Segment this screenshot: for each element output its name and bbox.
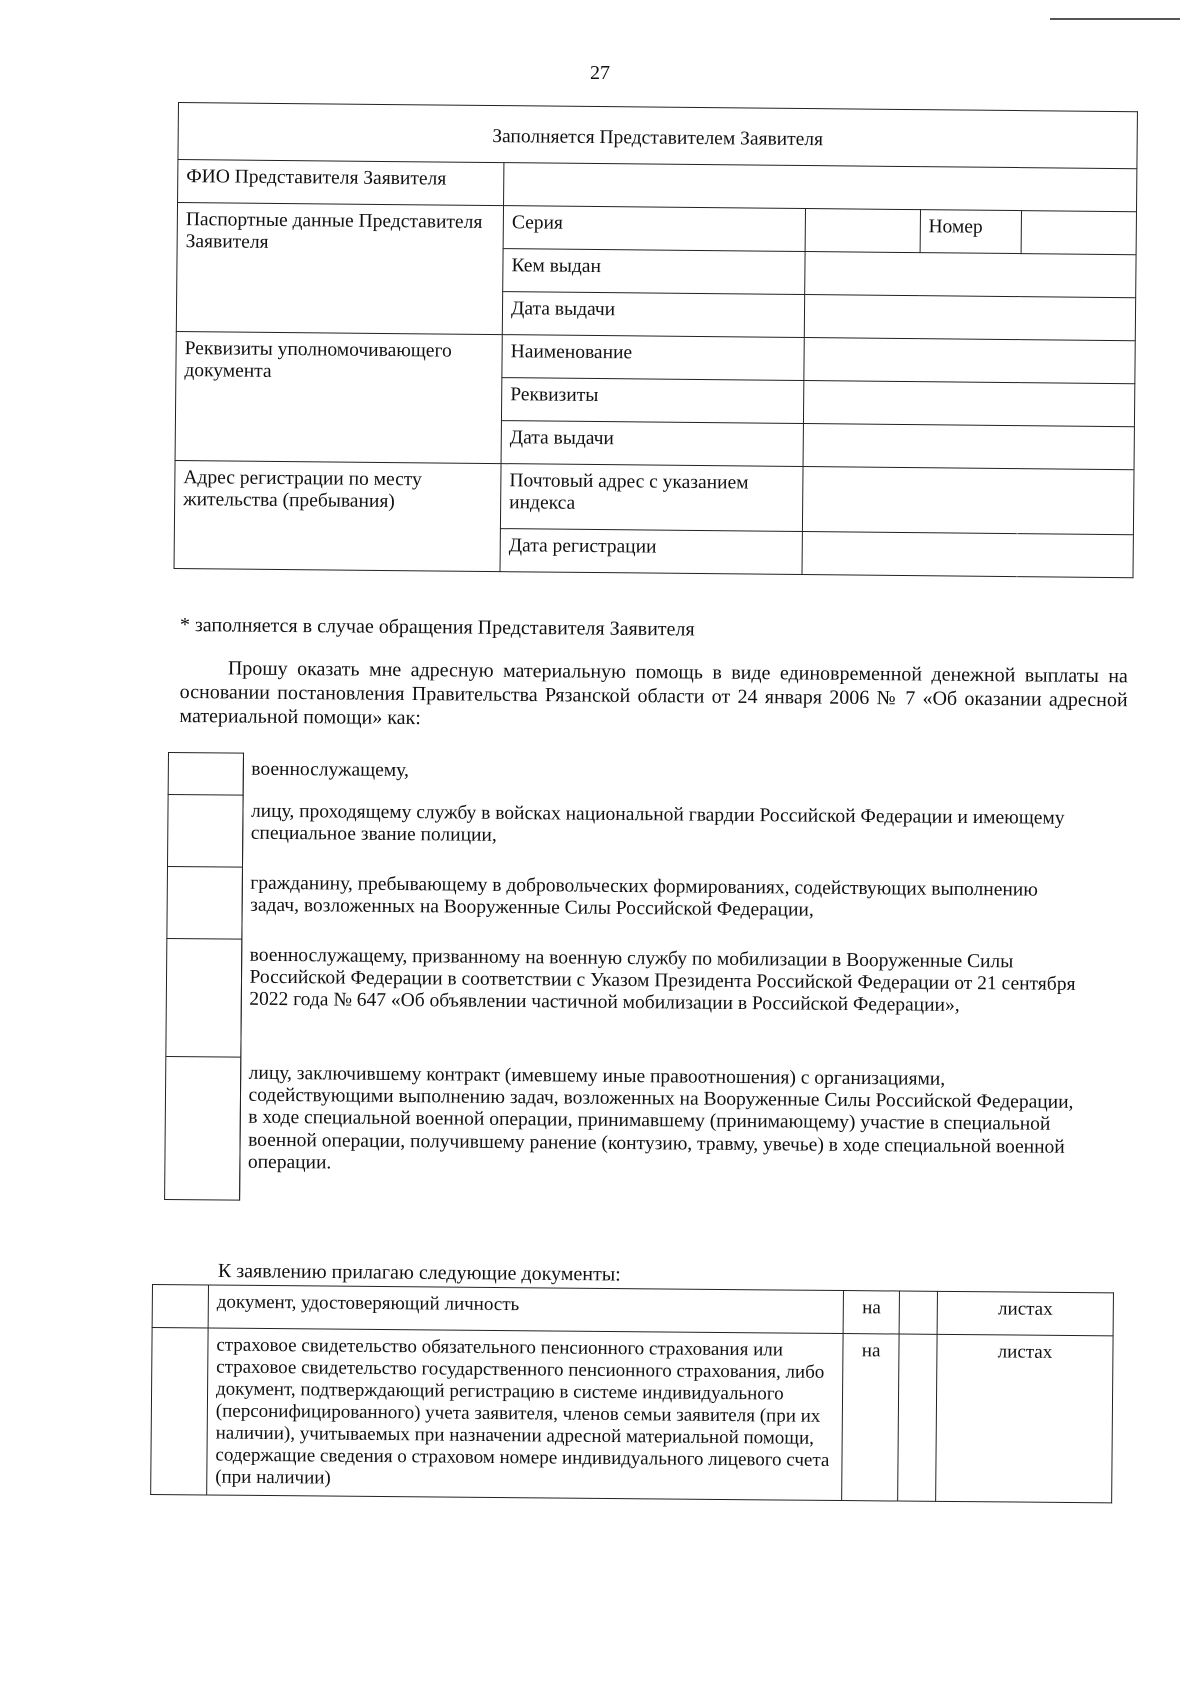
fio-label: ФИО Представителя Заявителя xyxy=(178,160,504,206)
attachment-name: страховое свидетельство обязательного пенсионного страхования или страховое свидетельство государственного пенсионного страхования, либо документ, подтверждающий регистрацию в системе индивидуального (персонифицированного) учета заявителя, членов семьи заявителя (при их наличии), учитываемых при назначении адресной материальной помощи, содержащие сведения о страховом номере индивидуального лицевого счета (при наличии) xyxy=(207,1328,844,1501)
doc-name-label: Наименование xyxy=(502,335,804,381)
category-item xyxy=(165,938,1086,1064)
attachment-checkbox[interactable] xyxy=(152,1285,208,1328)
rep-table-header: Заполняется Представителем Заявителя xyxy=(178,103,1138,169)
attachment-on-label: на xyxy=(842,1334,899,1502)
category-text: военнослужащему, призванному на военную службу по мобилизации в Вооруженные Силы Российской Федерации в соответствии с Указом Президента Российской Федерации от 21 сентября 2022 года № 647 «Об объявлении частичной мобилизации в Российской Федерации», xyxy=(240,939,1086,1064)
address-label: Адрес регистрации по месту жительства (пребывания) xyxy=(174,460,501,571)
category-checkbox[interactable] xyxy=(165,938,242,1057)
issued-by-field[interactable] xyxy=(804,252,1136,298)
category-text: военнослужащему, xyxy=(242,753,1088,802)
doc-requisites-label: Реквизиты xyxy=(502,378,804,424)
fio-field[interactable] xyxy=(504,163,1137,212)
issued-by-label: Кем выдан xyxy=(503,249,805,295)
category-item xyxy=(166,866,1087,946)
attachment-sheets-count[interactable] xyxy=(898,1334,937,1502)
attachment-name: документ, удостоверяющий личность xyxy=(208,1285,844,1334)
request-text: Прошу оказать мне адресную материальную помощь в виде единовременной денежной выплаты на основании постановления Правительства Рязанской области от 24 января 2006 № 7 «Об оказании адресной материальной помощи» как: xyxy=(179,657,1128,730)
footnote: * заполняется в случае обращения Представителя Заявителя xyxy=(179,614,695,641)
reg-date-label: Дата регистрации xyxy=(500,529,802,575)
attachments-title: К заявлению прилагаю следующие документы: xyxy=(217,1260,621,1286)
category-text: лицу, заключившему контракт (имевшему иные правоотношения) с организациями, содействующими выполнению задач, возложенных на Вооруженные Силы Российской Федерации, в ходе специальной военной операции, принимавшему (принимающему) участие в специальной военной операции, получившему ранение (контузию, травму, увечье) в ходе специальной военной операции. xyxy=(239,1057,1086,1208)
attachments-table xyxy=(150,1284,1114,1504)
reg-date-field[interactable] xyxy=(802,532,1134,578)
category-checkbox[interactable] xyxy=(166,866,243,939)
page-number: 27 xyxy=(590,62,610,84)
category-item xyxy=(167,794,1088,874)
request-paragraph xyxy=(179,656,1128,736)
doc-date-label: Дата выдачи xyxy=(501,421,803,467)
category-text: лицу, проходящему службу в войсках национальной гвардии Российской Федерации и имеющему специальное звание полиции, xyxy=(242,795,1088,874)
authority-doc-label: Реквизиты уполномочивающего документа xyxy=(175,331,502,463)
passport-date-label: Дата выдачи xyxy=(502,292,804,338)
series-label: Серия xyxy=(503,206,805,252)
corner-mark xyxy=(1050,18,1180,20)
attachment-sheets-label: листах xyxy=(936,1334,1113,1503)
attachment-sheets-count[interactable] xyxy=(899,1291,937,1334)
postal-address-field[interactable] xyxy=(802,467,1134,535)
attachment-on-label: на xyxy=(843,1291,899,1334)
attachment-checkbox[interactable] xyxy=(151,1328,208,1496)
representative-table xyxy=(174,102,1138,578)
passport-date-field[interactable] xyxy=(804,295,1136,341)
category-checkbox[interactable] xyxy=(168,752,244,795)
category-item xyxy=(164,1056,1085,1208)
category-checkbox[interactable] xyxy=(167,794,244,867)
attachment-sheets-label: листах xyxy=(937,1291,1113,1336)
series-field[interactable] xyxy=(805,209,920,253)
doc-name-field[interactable] xyxy=(803,338,1135,384)
doc-date-field[interactable] xyxy=(803,424,1135,470)
number-field[interactable] xyxy=(1021,211,1137,255)
doc-requisites-field[interactable] xyxy=(803,381,1135,427)
category-checkbox[interactable] xyxy=(164,1056,241,1201)
postal-address-label: Почтовый адрес с указанием индекса xyxy=(500,464,802,532)
passport-label: Паспортные данные Представителя Заявителя xyxy=(176,203,503,335)
category-list xyxy=(164,752,1088,1208)
category-text: гражданину, пребывающему в добровольческих формированиях, содействующих выполнению задач, возложенных на Вооруженные Силы Российской Федерации, xyxy=(241,867,1087,946)
number-label: Номер xyxy=(920,210,1022,254)
